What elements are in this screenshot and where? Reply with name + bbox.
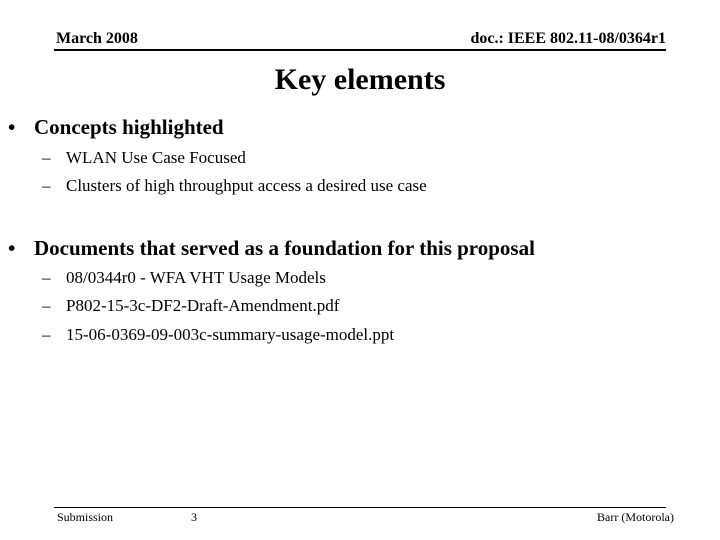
sub-dash: – [42,325,51,344]
header-date: March 2008 [56,30,138,47]
subitem-text: P802-15-3c-DF2-Draft-Amendment.pdf [66,296,340,315]
subitem-text: 15-06-0369-09-003c-summary-usage-model.ppt [66,325,395,344]
footer-submission: Submission [57,510,114,524]
sub-dash: – [42,296,51,315]
header-divider [54,49,666,51]
sub-dash: – [42,176,51,195]
bullet-dot: • [8,115,16,139]
subitem-text: 08/0344r0 - WFA VHT Usage Models [66,268,326,287]
sub-dash: – [42,148,51,167]
footer-page-number: 3 [191,510,197,524]
subitem-clusters [42,175,427,197]
bullet-text: Concepts highlighted [34,115,224,139]
header-doc-id: doc.: IEEE 802.11-08/0364r1 [470,30,666,47]
subitem-text: WLAN Use Case Focused [66,148,246,167]
bullet-dot: • [8,236,16,260]
slide-title: Key elements [274,63,446,96]
subitem-wfa-vht [42,267,326,289]
footer-divider [54,507,666,508]
subitem-text: Clusters of high throughput access a desired use case [66,176,427,195]
subitem-summary-usage [42,324,394,346]
footer-author: Barr (Motorola) [597,510,674,524]
bullet-text: Documents that served as a foundation for this proposal [34,236,535,260]
bullet-concepts [8,114,224,140]
bullet-documents [8,235,535,261]
sub-dash: – [42,268,51,287]
subitem-wlan [42,147,246,169]
subitem-p802-draft [42,295,339,317]
